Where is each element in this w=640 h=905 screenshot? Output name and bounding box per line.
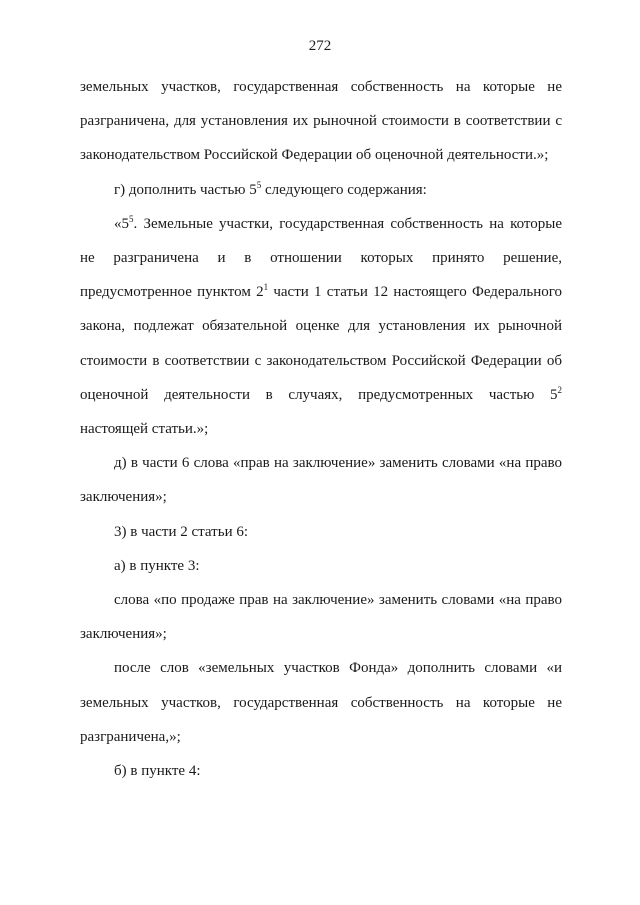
- paragraph-words-replace: слова «по продаже прав на заключение» заменить словами «на право заключения»;: [80, 592, 562, 643]
- superscript: 2: [557, 384, 562, 395]
- paragraph-item-g-text-end: следующего содержания:: [261, 181, 427, 198]
- superscript: 1: [263, 282, 269, 293]
- paragraph-item-3: 3) в части 2 статьи 6:: [114, 523, 249, 540]
- paragraph-part-5-5-text-2: части 1 статьи 12 настоящего Федерального закона, подлежат обязательной оценке для установления их рыночной стоимости в соответствии с законодательством Российской Федерации об оценочной деятельности в случаях, предусмотренных частью 5: [80, 284, 562, 403]
- paragraph-item-g-text: г) дополнить частью 5: [114, 181, 257, 198]
- paragraph-part-5-5-start: «5: [114, 215, 129, 232]
- paragraph-part-5-5: [80, 207, 562, 446]
- page-number: 272: [308, 38, 332, 54]
- paragraph-item-b: б) в пункте 4:: [114, 763, 201, 780]
- paragraph-item-d: д) в части 6 слова «прав на заключение» заменить словами «на право заключения»;: [80, 455, 562, 506]
- paragraph-words-add: после слов «земельных участков Фонда» дополнить словами «и земельных участков, государственная собственность на которые не разграничена,»;: [80, 660, 562, 745]
- paragraph-continuation: земельных участков, государственная собственность на которые не разграничена, для установления их рыночной стоимости в соответствии с законодательством Российской Федерации об оценочной деятельности.»;: [80, 79, 562, 164]
- paragraph-part-5-5-text-1: . Земельные участки, государственная собственность на которые не разграничена и в отношении которых принято решение, предусмотренное пунктом 2: [80, 215, 562, 301]
- document-body: [80, 70, 562, 788]
- paragraph-item-g: [80, 173, 562, 207]
- paragraph-part-5-5-text-3: настоящей статьи.»;: [80, 421, 209, 438]
- superscript: 5: [256, 179, 262, 190]
- paragraph-item-a: а) в пункте 3:: [114, 557, 200, 574]
- superscript: 5: [129, 213, 134, 224]
